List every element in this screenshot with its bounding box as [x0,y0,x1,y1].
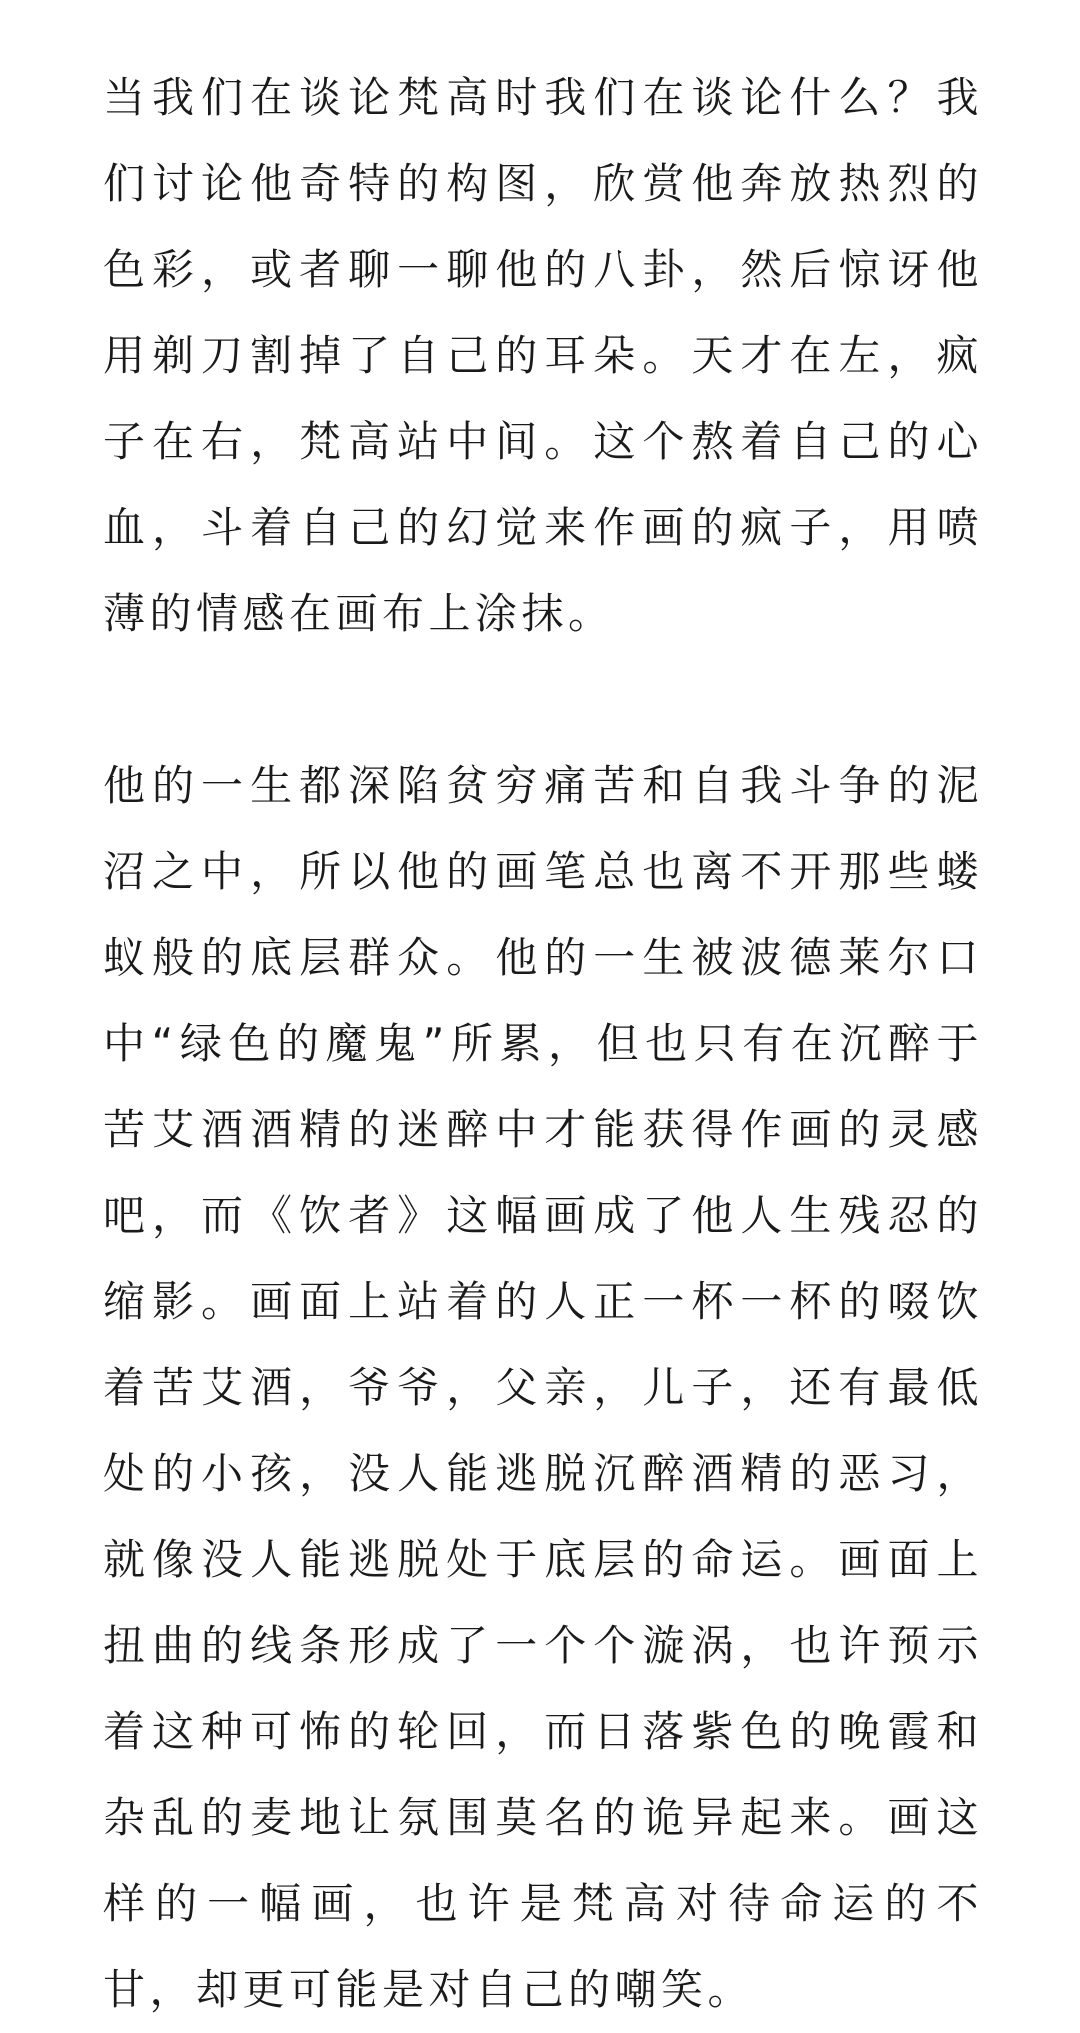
paragraph-intro: 当我们在谈论梵高时我们在谈论什么？我们讨论他奇特的构图，欣赏他奔放热烈的色彩，或者聊一聊他的八卦，然后惊讶他用剃刀割掉了自己的耳朵。天才在左，疯子在右，梵高站中间。这个熬着自己的心血，斗着自己的幻觉来作画的疯子，用喷薄的情感在画布上涂抹。 [103,73,983,638]
paragraph-the-drinkers: 他的一生都深陷贫穷痛苦和自我斗争的泥沼之中，所以他的画笔总也离不开那些蝼蚁般的底层群众。他的一生被波德莱尔口中“绿色的魔鬼”所累，但也只有在沉醉于苦艾酒酒精的迷醉中才能获得作画的灵感吧，而《饮者》这幅画成了他人生残忍的缩影。画面上站着的人正一杯一杯的啜饮着苦艾酒，爷爷，父亲，儿子，还有最低处的小孩，没人能逃脱沉醉酒精的恶习，就像没人能逃脱处于底层的命运。画面上扭曲的线条形成了一个个漩涡，也许预示着这种可怖的轮回，而日落紫色的晚霞和杂乱的麦地让氛围莫名的诡异起来。画这样的一幅画，也许是梵高对待命运的不甘，却更可能是对自己的嘲笑。 [103,761,983,2014]
article-body [103,55,983,2033]
